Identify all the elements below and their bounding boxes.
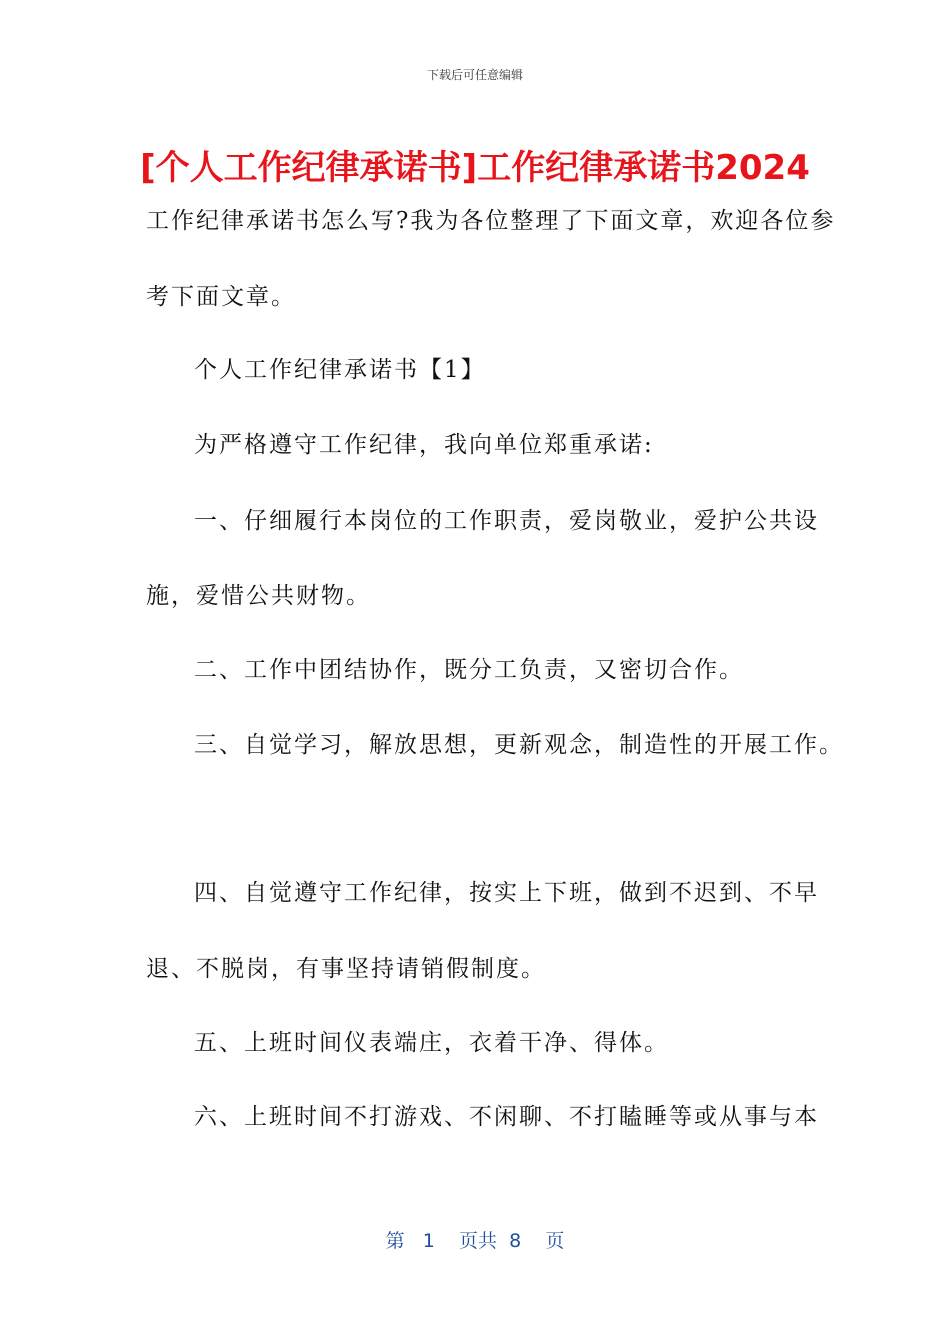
footer-total-pages: 8 (509, 1230, 522, 1252)
page-number-footer (0, 1226, 950, 1253)
paragraph-item-3: 三、自觉学习，解放思想，更新观念，制造性的开展工作。 (194, 732, 844, 758)
footer-prefix: 第 (385, 1230, 405, 1252)
footer-suffix: 页 (545, 1230, 565, 1252)
paragraph-item-6-line-1: 六、上班时间不打游戏、不闲聊、不打瞌睡等或从事与本 (194, 1104, 819, 1130)
paragraph-item-4-line-1: 四、自觉遵守工作纪律，按实上下班，做到不迟到、不早 (194, 880, 819, 906)
paragraph-intro-line-1: 工作纪律承诺书怎么写?我为各位整理了下面文章，欢迎各位参 (146, 208, 836, 234)
footer-mid: 页共 (459, 1230, 498, 1252)
paragraph-item-4-line-2: 退、不脱岗，有事坚持请销假制度。 (146, 956, 546, 982)
paragraph-item-1-line-2: 施，爱惜公共财物。 (146, 583, 371, 609)
paragraph-intro-line-2: 考下面文章。 (146, 284, 296, 310)
document-title: [个人工作纪律承诺书]工作纪律承诺书2024 (140, 148, 810, 188)
paragraph-pledge-intro: 为严格遵守工作纪律，我向单位郑重承诺: (194, 432, 654, 458)
paragraph-item-2: 二、工作中团结协作，既分工负责，又密切合作。 (194, 657, 744, 683)
paragraph-item-5: 五、上班时间仪表端庄，衣着干净、得体。 (194, 1030, 669, 1056)
paragraph-item-1-line-1: 一、仔细履行本岗位的工作职责，爱岗敬业，爱护公共设 (194, 508, 819, 534)
section-heading: 个人工作纪律承诺书【1】 (194, 357, 486, 383)
header-note: 下载后可任意编辑 (426, 68, 523, 82)
footer-current-page: 1 (422, 1230, 435, 1252)
